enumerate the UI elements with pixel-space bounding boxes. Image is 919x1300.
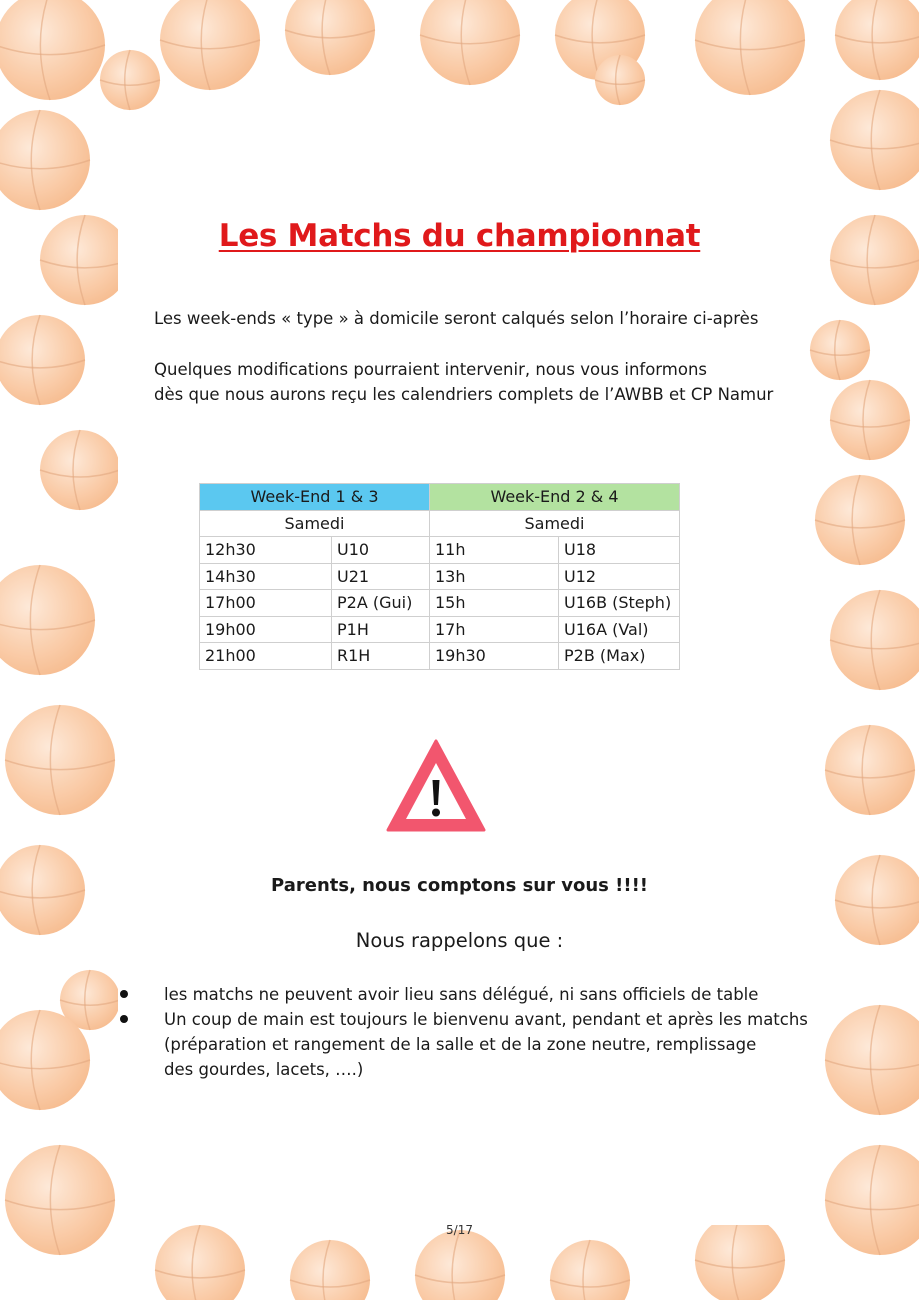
schedule-table xyxy=(199,483,680,670)
intro-paragraph xyxy=(154,306,758,331)
table-row xyxy=(200,643,680,670)
team-cell: P2A (Gui) xyxy=(332,590,430,617)
list-item xyxy=(0,982,808,1007)
table-day-row xyxy=(200,510,680,537)
intro-line: Les week-ends « type » à domicile seront calqués selon l’horaire ci-après xyxy=(154,309,759,328)
table-header-row xyxy=(200,484,680,511)
page-title: Les Matchs du championnat xyxy=(218,218,701,254)
team-cell: U16B (Steph) xyxy=(559,590,680,617)
time-cell: 15h xyxy=(430,590,559,617)
team-cell: U21 xyxy=(332,563,430,590)
team-cell: P1H xyxy=(332,616,430,643)
time-cell: 12h30 xyxy=(200,537,332,564)
bullet-icon xyxy=(120,1015,128,1023)
day-label: Samedi xyxy=(430,510,680,537)
team-cell: U10 xyxy=(332,537,430,564)
table-row xyxy=(200,616,680,643)
list-item-line: des gourdes, lacets, ….) xyxy=(164,1060,364,1079)
list-item-line: Un coup de main est toujours le bienvenu avant, pendant et après les matchs xyxy=(164,1010,808,1029)
reminder-list xyxy=(0,982,808,1082)
notice-line: Quelques modifications pourraient intervenir, nous vous informons xyxy=(154,360,708,379)
header-weekend-1-3: Week-End 1 & 3 xyxy=(200,484,430,511)
team-cell: R1H xyxy=(332,643,430,670)
day-label: Samedi xyxy=(200,510,430,537)
time-cell: 11h xyxy=(430,537,559,564)
time-cell: 13h xyxy=(430,563,559,590)
time-cell: 14h30 xyxy=(200,563,332,590)
parents-callout: Parents, nous comptons sur vous !!!! xyxy=(271,875,648,896)
table-row xyxy=(200,537,680,564)
notice-line: dès que nous aurons reçu les calendriers complets de l’AWBB et CP Namur xyxy=(154,385,774,404)
header-weekend-2-4: Week-End 2 & 4 xyxy=(430,484,680,511)
reminder-heading: Nous rappelons que : xyxy=(355,929,564,952)
time-cell: 17h xyxy=(430,616,559,643)
team-cell: U16A (Val) xyxy=(559,616,680,643)
time-cell: 17h00 xyxy=(200,590,332,617)
list-item xyxy=(0,1007,808,1082)
list-item-line: (préparation et rangement de la salle et de la zone neutre, remplissage xyxy=(164,1035,757,1054)
team-cell: P2B (Max) xyxy=(559,643,680,670)
notice-paragraph xyxy=(154,357,773,407)
time-cell: 21h00 xyxy=(200,643,332,670)
table-row xyxy=(200,563,680,590)
time-cell: 19h00 xyxy=(200,616,332,643)
table-row xyxy=(200,590,680,617)
team-cell: U12 xyxy=(559,563,680,590)
list-item-line: les matchs ne peuvent avoir lieu sans délégué, ni sans officiels de table xyxy=(164,985,759,1004)
page-number: 5/17 xyxy=(446,1223,473,1237)
team-cell: U18 xyxy=(559,537,680,564)
time-cell: 19h30 xyxy=(430,643,559,670)
warning-icon xyxy=(386,739,486,832)
bullet-icon xyxy=(120,990,128,998)
